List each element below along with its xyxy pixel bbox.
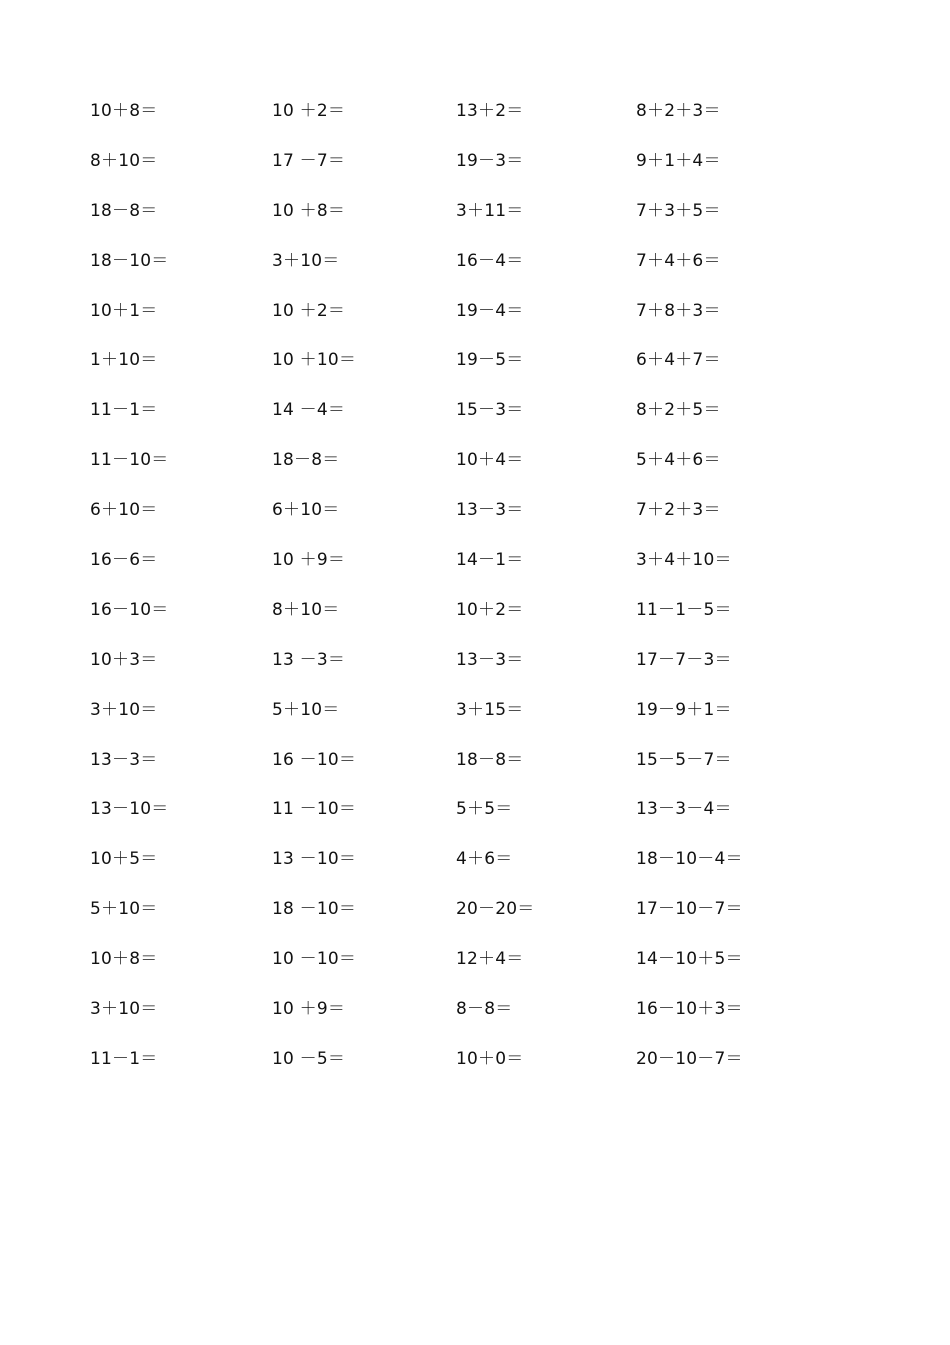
math-problem: 10 ＋10＝ [272, 350, 357, 371]
math-problem: 5＋10＝ [90, 899, 158, 920]
math-problem: 10 －10＝ [272, 949, 357, 970]
math-problem: 10 －5＝ [272, 1048, 346, 1069]
math-problem: 9＋1＋4＝ [636, 150, 721, 171]
math-problem: 20－20＝ [456, 899, 535, 920]
math-problem: 3＋15＝ [456, 699, 524, 720]
math-problem: 3＋10＝ [272, 250, 340, 271]
math-problem: 20－10－7＝ [636, 1048, 743, 1069]
math-problem: 8－8＝ [456, 999, 513, 1020]
math-problem: 3＋11＝ [456, 200, 524, 221]
math-problem: 5＋5＝ [456, 799, 513, 820]
math-problem: 19－4＝ [456, 300, 524, 321]
math-problem: 8＋2＋5＝ [636, 400, 721, 421]
math-problem: 12＋4＝ [456, 949, 524, 970]
math-problem: 7＋4＋6＝ [636, 250, 721, 271]
math-problem: 13 －10＝ [272, 849, 357, 870]
math-problem: 18 －10＝ [272, 899, 357, 920]
math-problem: 18－10＝ [90, 250, 169, 271]
math-problem: 10 ＋8＝ [272, 200, 346, 221]
math-problem: 18－8＝ [90, 200, 158, 221]
math-problem: 13＋2＝ [456, 101, 524, 121]
math-problem: 5＋4＋6＝ [636, 450, 721, 471]
arithmetic-grid [90, 96, 910, 1094]
math-problem: 7＋3＋5＝ [636, 200, 721, 221]
math-problem: 3＋4＋10＝ [636, 550, 732, 571]
math-problem: 13－3－4＝ [636, 799, 732, 820]
math-problem: 3＋10＝ [90, 699, 158, 720]
math-problem: 6＋4＋7＝ [636, 350, 721, 371]
math-problem: 10＋5＝ [90, 849, 158, 870]
math-problem: 19－3＝ [456, 150, 524, 171]
math-problem: 10 ＋9＝ [272, 999, 346, 1020]
math-problem: 16－6＝ [90, 550, 158, 571]
math-problem: 7＋8＋3＝ [636, 300, 721, 321]
math-problem: 10＋8＝ [90, 949, 158, 970]
math-problem: 11－1＝ [90, 1048, 158, 1069]
math-problem: 16－10＝ [90, 599, 169, 620]
math-problem: 19－5＝ [456, 350, 524, 371]
math-problem: 18－8＝ [272, 450, 340, 471]
math-problem: 13－3＝ [90, 749, 158, 770]
math-problem: 10＋0＝ [456, 1048, 524, 1069]
math-problem: 16－4＝ [456, 250, 524, 271]
math-problem: 10 ＋2＝ [272, 300, 346, 321]
math-problem: 19－9＋1＝ [636, 699, 732, 720]
math-problem: 5＋10＝ [272, 699, 340, 720]
math-problem: 18－8＝ [456, 749, 524, 770]
math-problem: 1＋10＝ [90, 350, 158, 371]
math-problem: 14 －4＝ [272, 400, 346, 421]
math-problem: 13－10＝ [90, 799, 169, 820]
math-problem: 8＋10＝ [272, 599, 340, 620]
math-problem: 4＋6＝ [456, 849, 513, 870]
math-problem: 10＋1＝ [90, 300, 158, 321]
math-problem: 10 ＋9＝ [272, 550, 346, 571]
math-problem: 16 －10＝ [272, 749, 357, 770]
math-problem: 14－10＋5＝ [636, 949, 743, 970]
math-problem: 10 ＋2＝ [272, 101, 346, 121]
math-problem: 17－10－7＝ [636, 899, 743, 920]
math-problem: 3＋10＝ [90, 999, 158, 1020]
math-problem: 17－7－3＝ [636, 649, 732, 670]
math-problem: 16－10＋3＝ [636, 999, 743, 1020]
math-problem: 8＋10＝ [90, 150, 158, 171]
math-problem: 18－10－4＝ [636, 849, 743, 870]
math-problem: 10＋2＝ [456, 599, 524, 620]
math-problem: 11 －10＝ [272, 799, 357, 820]
math-problem: 17 －7＝ [272, 150, 346, 171]
math-problem: 6＋10＝ [272, 500, 340, 521]
math-problem: 6＋10＝ [90, 500, 158, 521]
math-problem: 13 －3＝ [272, 649, 346, 670]
math-problem: 13－3＝ [456, 649, 524, 670]
math-problem: 10＋8＝ [90, 101, 158, 121]
math-problem: 10＋3＝ [90, 649, 158, 670]
math-problem: 15－3＝ [456, 400, 524, 421]
math-problem: 10＋4＝ [456, 450, 524, 471]
math-problem: 8＋2＋3＝ [636, 101, 721, 121]
math-problem: 13－3＝ [456, 500, 524, 521]
math-problem: 14－1＝ [456, 550, 524, 571]
math-problem: 11－10＝ [90, 450, 169, 471]
math-problem: 11－1－5＝ [636, 599, 732, 620]
math-problem: 7＋2＋3＝ [636, 500, 721, 521]
math-problem: 11－1＝ [90, 400, 158, 421]
math-problem: 15－5－7＝ [636, 749, 732, 770]
